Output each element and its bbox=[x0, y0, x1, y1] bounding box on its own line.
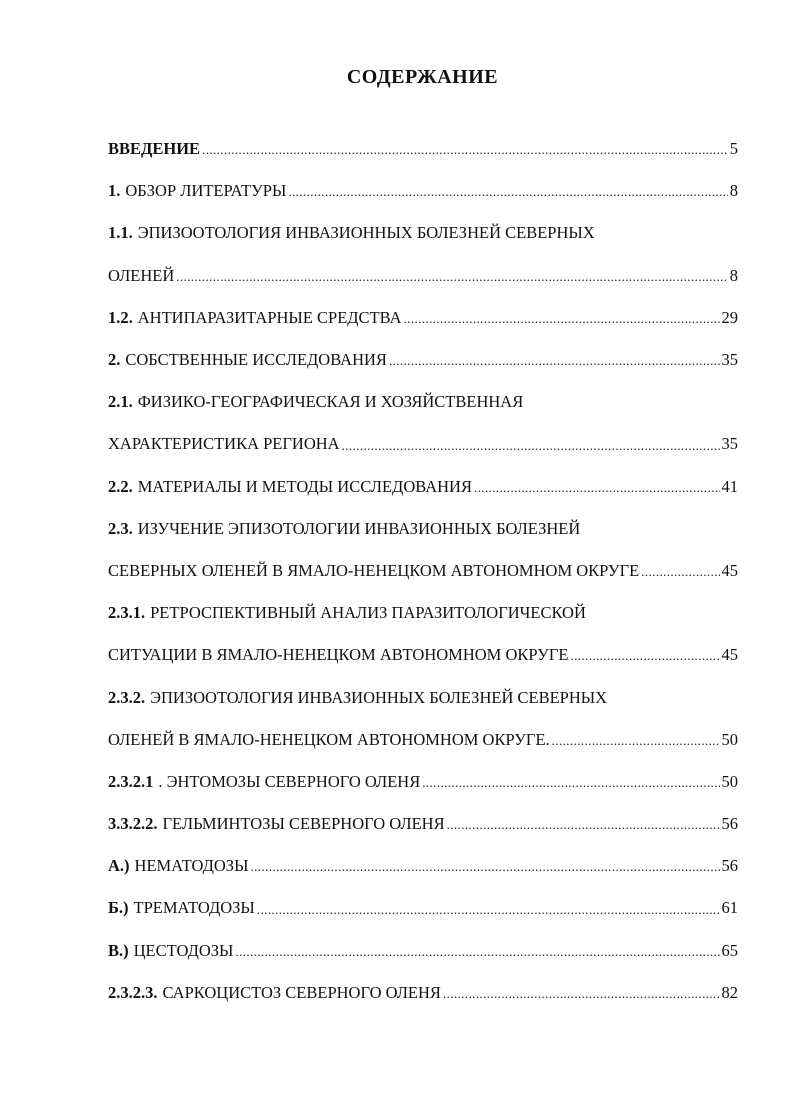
toc-entry-number: 2.1. bbox=[108, 392, 133, 412]
toc-entry-number: В.) bbox=[108, 940, 129, 960]
toc-entry-title: ЭПИЗООТОЛОГИЯ ИНВАЗИОННЫХ БОЛЕЗНЕЙ СЕВЕРНЫХ bbox=[137, 223, 595, 243]
toc-entry bbox=[108, 761, 738, 803]
toc-leader-dots bbox=[257, 899, 720, 919]
toc-leader-dots bbox=[641, 561, 719, 581]
toc-entry bbox=[108, 634, 738, 676]
toc-entry-number: 2.3.2.1 bbox=[108, 771, 154, 791]
toc-entry bbox=[108, 887, 738, 929]
toc-entry-title: СИТУАЦИИ В ЯМАЛО-НЕНЕЦКОМ АВТОНОМНОМ ОКРУГЕ bbox=[108, 645, 569, 665]
toc-leader-dots bbox=[288, 181, 727, 201]
toc-entry-page: 29 bbox=[721, 307, 738, 327]
toc-entry bbox=[108, 845, 738, 887]
toc-entry bbox=[108, 212, 738, 254]
toc-entry-title: СЕВЕРНЫХ ОЛЕНЕЙ В ЯМАЛО-НЕНЕЦКОМ АВТОНОМНОМ ОКРУГЕ bbox=[108, 560, 640, 580]
toc-leader-dots bbox=[389, 350, 720, 370]
toc-entry-page: 50 bbox=[721, 729, 738, 749]
toc-entry-number: А.) bbox=[108, 856, 130, 876]
toc-entry-number: 1.2. bbox=[108, 307, 133, 327]
toc-leader-dots bbox=[474, 477, 720, 497]
toc-entry-title: ОБЗОР ЛИТЕРАТУРЫ bbox=[125, 181, 287, 201]
toc-entry bbox=[108, 466, 738, 508]
toc-entry-number: 2.3.1. bbox=[108, 603, 146, 623]
toc-entry bbox=[108, 128, 738, 170]
toc-entry-page: 5 bbox=[729, 139, 738, 159]
toc-entry-page: 65 bbox=[721, 940, 738, 960]
toc-entry bbox=[108, 930, 738, 972]
toc-leader-dots bbox=[588, 603, 736, 623]
toc-leader-dots bbox=[202, 139, 728, 159]
toc-entry-title: ЭПИЗООТОЛОГИЯ ИНВАЗИОННЫХ БОЛЕЗНЕЙ СЕВЕРНЫХ bbox=[150, 687, 608, 707]
toc-entry-number: 2.3.2.3. bbox=[108, 982, 158, 1002]
toc-entry bbox=[108, 170, 738, 212]
toc-entry-title: ИЗУЧЕНИЕ ЭПИЗОТОЛОГИИ ИНВАЗИОННЫХ БОЛЕЗНЕЙ bbox=[137, 518, 581, 538]
toc-entry-title: ФИЗИКО-ГЕОГРАФИЧЕСКАЯ И ХОЗЯЙСТВЕННАЯ bbox=[137, 392, 524, 412]
toc-entry-page: 61 bbox=[721, 898, 738, 918]
toc-entry-page: 45 bbox=[721, 560, 738, 580]
toc-entry-number: 2.2. bbox=[108, 476, 133, 496]
table-of-contents bbox=[108, 128, 738, 1014]
toc-entry-title: ГЕЛЬМИНТОЗЫ СЕВЕРНОГО ОЛЕНЯ bbox=[162, 814, 445, 834]
toc-entry bbox=[108, 508, 738, 550]
toc-entry bbox=[108, 381, 738, 423]
toc-leader-dots bbox=[609, 688, 736, 708]
toc-leader-dots bbox=[552, 730, 720, 750]
toc-leader-dots bbox=[176, 266, 727, 286]
toc-entry bbox=[108, 972, 738, 1014]
toc-entry-page: 35 bbox=[721, 434, 738, 454]
toc-leader-dots bbox=[443, 983, 720, 1003]
toc-entry bbox=[108, 339, 738, 381]
toc-entry-page: 82 bbox=[721, 982, 738, 1002]
toc-entry bbox=[108, 592, 738, 634]
toc-entry-page: 56 bbox=[721, 814, 738, 834]
toc-entry-number: Б.) bbox=[108, 898, 129, 918]
toc-entry bbox=[108, 423, 738, 465]
toc-entry-title: . ЭНТОМОЗЫ СЕВЕРНОГО ОЛЕНЯ bbox=[158, 771, 421, 791]
toc-entry-page: 56 bbox=[721, 856, 738, 876]
toc-entry-number: 2.3. bbox=[108, 518, 133, 538]
toc-entry-page: 8 bbox=[729, 265, 738, 285]
toc-leader-dots bbox=[570, 645, 719, 665]
toc-entry-number: 1.1. bbox=[108, 223, 133, 243]
toc-leader-dots bbox=[422, 772, 719, 792]
toc-entry-title: ОЛЕНЕЙ bbox=[108, 265, 175, 285]
toc-entry-page: 50 bbox=[721, 771, 738, 791]
toc-entry-number: 2. bbox=[108, 350, 121, 370]
toc-entry-title: САРКОЦИСТОЗ СЕВЕРНОГО ОЛЕНЯ bbox=[162, 982, 441, 1002]
toc-entry bbox=[108, 550, 738, 592]
toc-leader-dots bbox=[597, 224, 736, 244]
toc-entry bbox=[108, 676, 738, 718]
toc-entry-title: АНТИПАРАЗИТАРНЫЕ СРЕДСТВА bbox=[137, 307, 402, 327]
toc-entry-number: 3.3.2.2. bbox=[108, 814, 158, 834]
toc-leader-dots bbox=[582, 519, 736, 539]
toc-leader-dots bbox=[235, 941, 719, 961]
toc-entry-title: РЕТРОСПЕКТИВНЫЙ АНАЛИЗ ПАРАЗИТОЛОГИЧЕСКОЙ bbox=[150, 603, 586, 623]
toc-entry-title: ХАРАКТЕРИСТИКА РЕГИОНА bbox=[108, 434, 340, 454]
toc-entry-page: 41 bbox=[721, 476, 738, 496]
toc-entry bbox=[108, 803, 738, 845]
toc-entry-page: 45 bbox=[721, 645, 738, 665]
toc-entry-title: МАТЕРИАЛЫ И МЕТОДЫ ИССЛЕДОВАНИЯ bbox=[137, 476, 472, 496]
toc-entry-title: ЦЕСТОДОЗЫ bbox=[133, 940, 234, 960]
toc-entry bbox=[108, 297, 738, 339]
toc-entry-title: ОЛЕНЕЙ В ЯМАЛО-НЕНЕЦКОМ АВТОНОМНОМ ОКРУГЕ. bbox=[108, 729, 550, 749]
toc-entry-number: 1. bbox=[108, 181, 121, 201]
toc-entry-page: 8 bbox=[729, 181, 738, 201]
page-title: СОДЕРЖАНИЕ bbox=[346, 66, 499, 88]
toc-leader-dots bbox=[525, 392, 736, 412]
toc-entry-title: СОБСТВЕННЫЕ ИССЛЕДОВАНИЯ bbox=[125, 350, 387, 370]
toc-entry-title: ТРЕМАТОДОЗЫ bbox=[133, 898, 255, 918]
toc-entry-title: НЕМАТОДОЗЫ bbox=[134, 856, 249, 876]
toc-leader-dots bbox=[342, 435, 720, 455]
toc-entry-title: ВВЕДЕНИЕ bbox=[108, 139, 201, 159]
toc-entry bbox=[108, 255, 738, 297]
toc-leader-dots bbox=[447, 814, 720, 834]
toc-leader-dots bbox=[250, 856, 719, 876]
toc-entry bbox=[108, 719, 738, 761]
toc-entry-number: 2.3.2. bbox=[108, 687, 146, 707]
toc-entry-page: 35 bbox=[721, 350, 738, 370]
toc-leader-dots bbox=[404, 308, 720, 328]
